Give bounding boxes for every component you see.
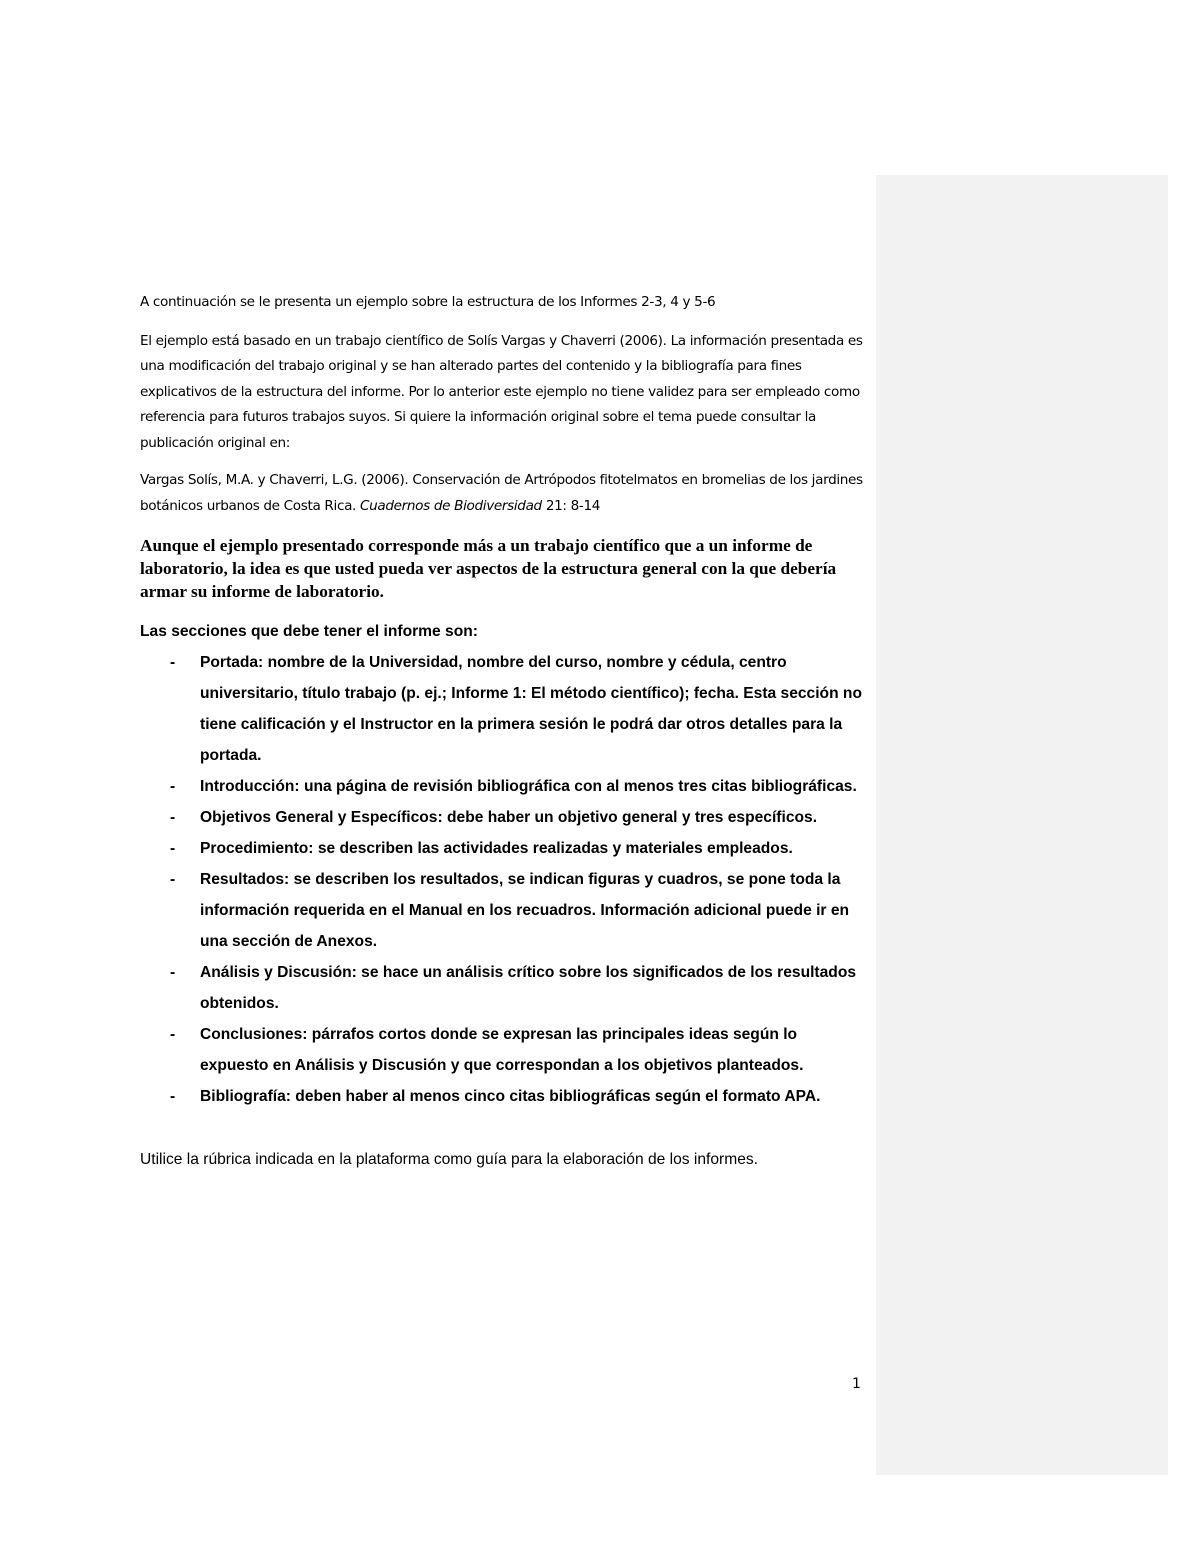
list-item — [140, 1019, 868, 1081]
list-item-text: Objetivos General y Específicos: debe haber un objetivo general y tres específicos. — [200, 809, 818, 826]
list-marker: - — [170, 809, 176, 826]
citation — [140, 468, 868, 519]
list-item — [140, 647, 868, 771]
list-item — [140, 864, 868, 957]
intro-line: A continuación se le presenta un ejemplo sobre la estructura de los Informes 2-3, 4 y 5-6 — [140, 294, 716, 310]
list-item-text: Conclusiones: párrafos cortos donde se expresan las principales ideas según lo expuesto en Análisis y Discusión y que correspondan a los objetivos planteados. — [200, 1026, 804, 1074]
citation-volume: 21: 8-14 — [541, 497, 601, 514]
list-marker: - — [170, 840, 176, 857]
list-item-text: Resultados: se describen los resultados, se indican figuras y cuadros, se pone toda la información requerida en el Manual en los recuadros. Información adicional puede ir en una sección de Anexos. — [200, 871, 850, 950]
list-marker: - — [170, 964, 176, 981]
comment-pane — [876, 175, 1168, 1475]
sections-heading: Las secciones que debe tener el informe son: — [140, 623, 478, 640]
list-item — [140, 957, 868, 1019]
list-marker: - — [170, 778, 176, 795]
list-marker: - — [170, 1088, 176, 1105]
citation-journal: Cuadernos de Biodiversidad — [360, 497, 542, 514]
example-paragraph: El ejemplo está basado en un trabajo científico de Solís Vargas y Chaverri (2006). La información presentada es una modificación del trabajo original y se han alterado partes del contenido y la bibliografía para fines explicativos de la estructura del informe. Por lo anterior este ejemplo no tiene validez para ser empleado como referencia para futuros trabajos suyos. Si quiere la información original sobre el tema puede consultar la publicación original en: — [140, 332, 863, 451]
list-item-text: Introducción: una página de revisión bibliográfica con al menos tres citas bibliográficas. — [200, 778, 857, 795]
sections-list — [140, 647, 868, 1112]
list-marker: - — [170, 1026, 176, 1043]
list-item — [140, 771, 868, 802]
list-item — [140, 1081, 868, 1112]
list-item-text: Portada: nombre de la Universidad, nombre del curso, nombre y cédula, centro universitario, título trabajo (p. ej.; Informe 1: El método científico); fecha. Esta sección no tiene calificación y el Instructor en la primera sesión le podrá dar otros detalles para la portada. — [200, 654, 862, 764]
citation-text: Vargas Solís, M.A. y Chaverri, L.G. (2006). Conservación de Artrópodos fitotelmatos en bromelias de los jardines botánicos urbanos de Costa Rica. — [140, 472, 863, 514]
document-body — [140, 290, 868, 1172]
list-item-text: Análisis y Discusión: se hace un análisis crítico sobre los significados de los resultados obtenidos. — [200, 964, 857, 1012]
list-marker: - — [170, 871, 176, 888]
page-number: 1 — [852, 1376, 861, 1392]
list-item-text: Bibliografía: deben haber al menos cinco citas bibliográficas según el formato APA. — [200, 1088, 821, 1105]
list-item-text: Procedimiento: se describen las actividades realizadas y materiales empleados. — [200, 840, 793, 857]
list-marker: - — [170, 654, 176, 671]
bold-paragraph: Aunque el ejemplo presentado corresponde más a un trabajo científico que a un informe de laboratorio, la idea es que usted pueda ver aspectos de la estructura general con la que debería armar su informe de laboratorio. — [140, 536, 837, 601]
closing-paragraph: Utilice la rúbrica indicada en la plataforma como guía para la elaboración de los informes. — [140, 1151, 759, 1168]
list-item — [140, 802, 868, 833]
list-item — [140, 833, 868, 864]
